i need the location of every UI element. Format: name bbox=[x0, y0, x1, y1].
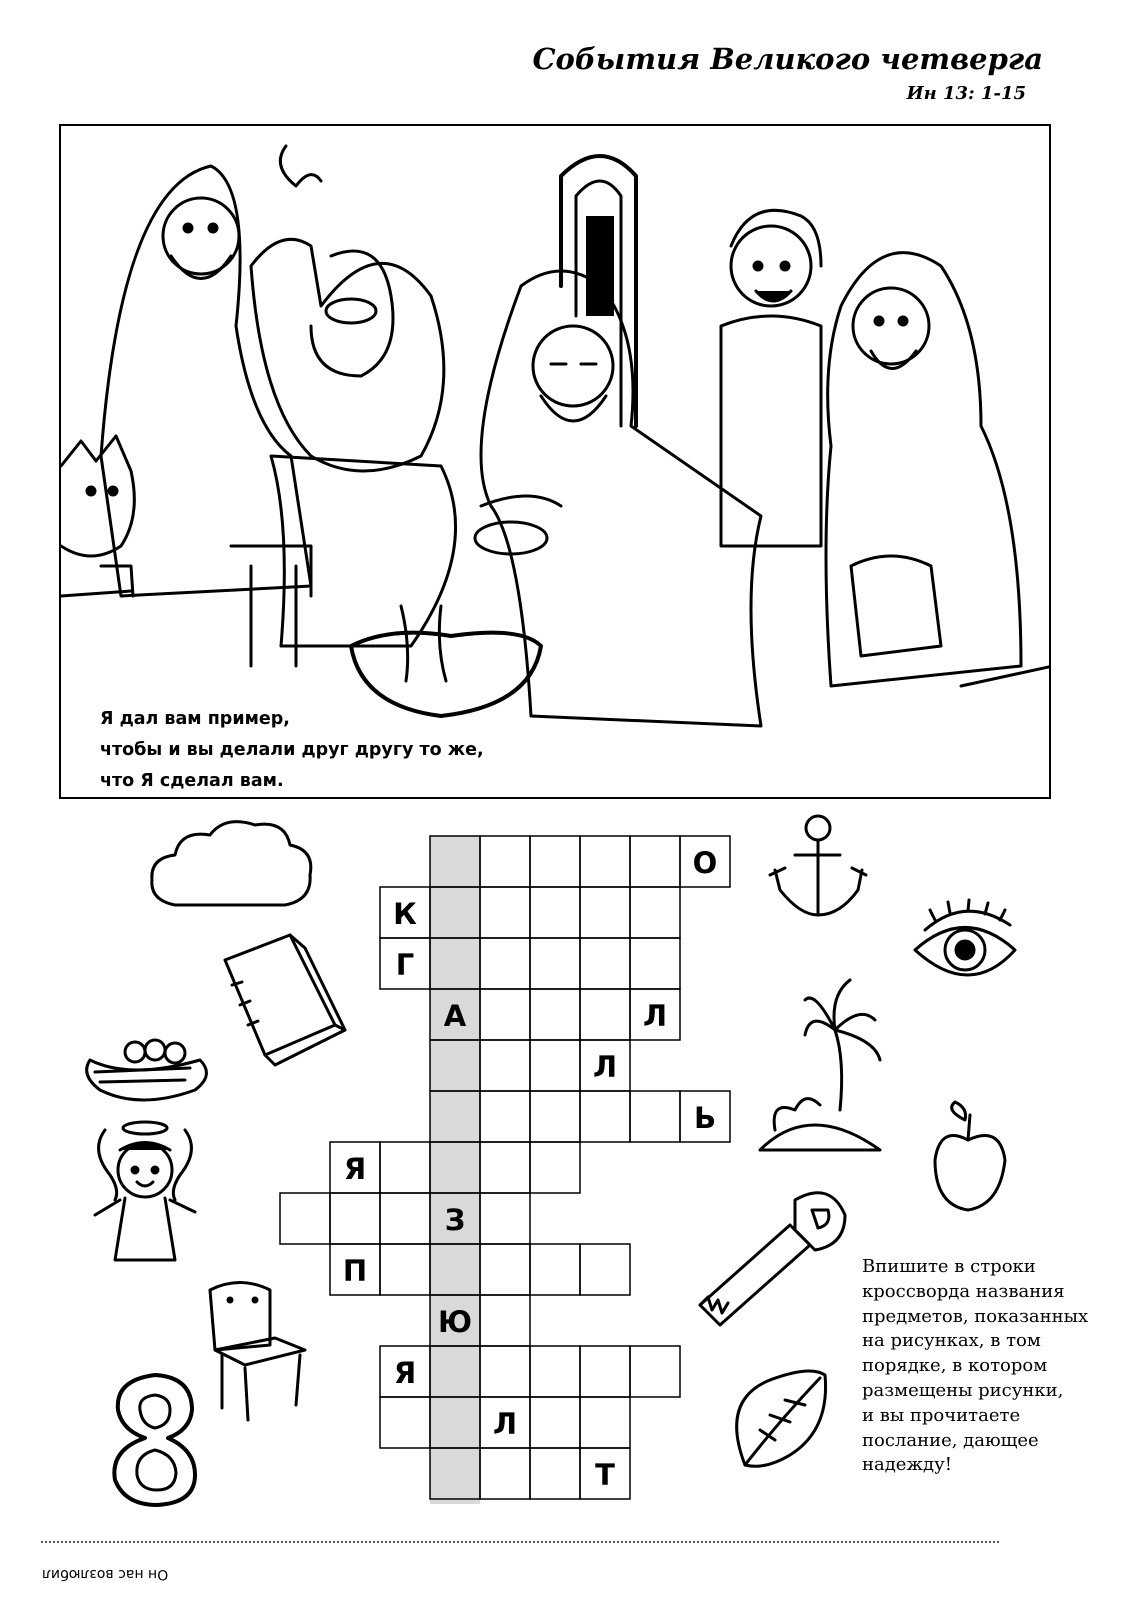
instruction-line: кроссворда названия bbox=[862, 1280, 1065, 1302]
upside-down-answer: Он нас возлюбил bbox=[42, 1566, 169, 1582]
given-letter: З bbox=[444, 1203, 466, 1237]
caption-line: чтобы и вы делали друг другу то же, bbox=[100, 740, 484, 760]
angel-icon bbox=[95, 1122, 195, 1260]
anchor-icon bbox=[770, 816, 866, 915]
page-title: События Великого четверга bbox=[532, 42, 1043, 76]
given-letter: Я bbox=[343, 1152, 367, 1186]
saw-icon bbox=[700, 1193, 845, 1325]
cut-line bbox=[41, 1541, 999, 1543]
eye-icon bbox=[915, 900, 1015, 975]
given-letter: А bbox=[443, 999, 467, 1033]
caption-line: что Я сделал вам. bbox=[100, 771, 284, 791]
apple-icon bbox=[935, 1102, 1005, 1210]
given-letter: К bbox=[393, 897, 417, 931]
instruction-line: размещены рисунки, bbox=[862, 1379, 1064, 1401]
instruction-line: и вы прочитаете bbox=[862, 1404, 1021, 1426]
island-icon bbox=[760, 980, 880, 1150]
scripture-reference: Ин 13: 1-15 bbox=[906, 83, 1026, 104]
given-letter: Т bbox=[595, 1458, 615, 1492]
given-letter: Я bbox=[393, 1356, 417, 1390]
instruction-line: порядке, в котором bbox=[862, 1355, 1048, 1377]
cloud-icon bbox=[152, 822, 311, 905]
leaf-icon bbox=[737, 1371, 826, 1466]
given-letter: О bbox=[692, 846, 718, 880]
nest-icon bbox=[87, 1040, 207, 1100]
instruction-line: предметов, показанных bbox=[862, 1305, 1089, 1327]
given-letter: Л bbox=[642, 999, 668, 1033]
instruction-line: Впишите в строки bbox=[862, 1256, 1036, 1277]
eight-icon bbox=[114, 1375, 195, 1505]
given-letter: Ю bbox=[437, 1305, 473, 1339]
chair-icon bbox=[210, 1283, 305, 1421]
given-letter: П bbox=[342, 1254, 368, 1288]
book-icon bbox=[225, 935, 345, 1065]
caption-line: Я дал вам пример, bbox=[100, 709, 290, 729]
given-letter: Ь bbox=[693, 1101, 717, 1135]
given-letter: Л bbox=[592, 1050, 618, 1084]
given-letter: Л bbox=[492, 1407, 518, 1441]
given-letter: Г bbox=[395, 948, 415, 982]
instructions bbox=[862, 1255, 1102, 1478]
instruction-line: на рисунках, в том bbox=[862, 1330, 1041, 1352]
instruction-line: послание, дающее bbox=[862, 1429, 1039, 1451]
instruction-line: надежду! bbox=[862, 1454, 952, 1476]
